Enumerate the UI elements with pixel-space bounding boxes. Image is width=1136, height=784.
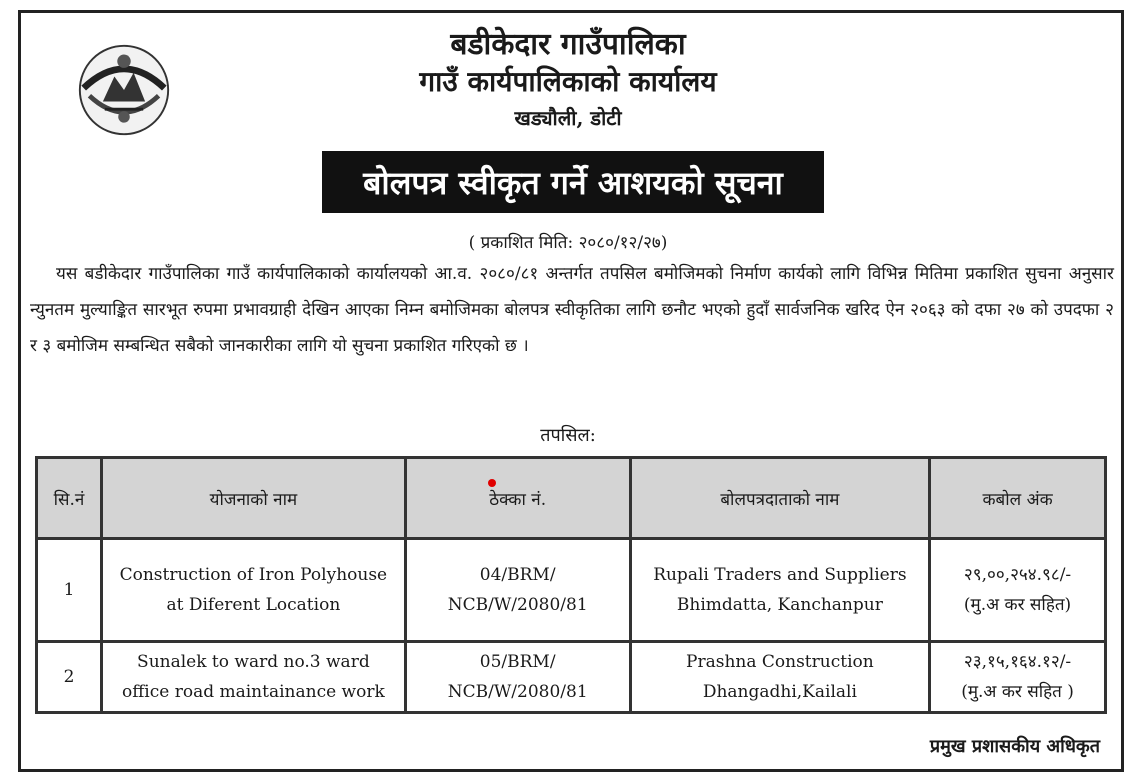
row-project-name <box>102 642 406 713</box>
project-line: office road maintainance work <box>121 682 385 702</box>
row-contract-no <box>405 642 630 713</box>
row-bid-amount <box>930 539 1106 642</box>
table-header-row <box>37 458 1106 539</box>
header-contract-no: ठेक्का नं. <box>405 458 630 539</box>
project-line: Construction of Iron Polyhouse <box>119 565 388 585</box>
amount-note: (मु.अ कर सहित) <box>963 595 1072 615</box>
office-address: खड्यौली, डोटी <box>514 106 622 130</box>
bidder-line: Dhangadhi,Kailali <box>702 682 857 702</box>
schedule-label: तपसिल: <box>540 425 596 446</box>
row-sn: 1 <box>37 539 102 642</box>
header-sn: सि.नं <box>37 458 102 539</box>
table-row <box>37 642 1106 713</box>
row-sn: 2 <box>37 642 102 713</box>
header-bidder-name: बोलपत्रदाताको नाम <box>630 458 929 539</box>
office-title: बडीकेदार गाउँपालिका <box>450 27 686 62</box>
bid-table <box>35 456 1107 714</box>
header-bid-amount: कबोल अंक <box>930 458 1106 539</box>
project-line: at Diferent Location <box>166 595 341 615</box>
cursor-marker-dot <box>488 479 496 487</box>
table-row <box>37 539 1106 642</box>
row-project-name <box>102 539 406 642</box>
signature-title: प्रमुख प्रशासकीय अधिकृत <box>929 736 1100 757</box>
bidder-line: Prashna Construction <box>686 652 874 672</box>
amount-value: २३,१५,१६४.१२/- <box>963 652 1072 672</box>
bidder-line: Bhimdatta, Kanchanpur <box>676 595 883 615</box>
row-contract-no <box>405 539 630 642</box>
office-subtitle: गाउँ कार्यपालिकाको कार्यालय <box>419 65 717 98</box>
contract-line: 05/BRM/ <box>479 652 556 672</box>
row-bidder-name <box>630 539 929 642</box>
contract-line: NCB/W/2080/81 <box>447 682 588 702</box>
amount-value: २९,००,२५४.९८/- <box>963 565 1072 585</box>
publish-date: ( प्रकाशित मिति: २०८०/१२/२७) <box>468 233 668 253</box>
notice-paragraph <box>30 256 1114 364</box>
header-project-name: योजनाको नाम <box>102 458 406 539</box>
bidder-line: Rupali Traders and Suppliers <box>653 565 907 585</box>
notice-paragraph-text: यस बडीकेदार गाउँपालिका गाउँ कार्यपालिकाको कार्यालयको आ.व. २०८०/८१ अन्तर्गत तपसिल बमोजिमको निर्माण कार्यको लागि विभिन्न मितिमा प्रकाशित सुचना अनुसार न्युनतम मुल्याङ्कित सारभूत रुपमा प्रभावग्राही देखिन आएका निम्न बमोजिमका बोलपत्र स्वीकृतिका लागि छनौट भएको हुदाँ सार्वजनिक खरिद ऐन २०६३ को दफा २७ को उपदफा २ र ३ बमोजिम सम्बन्धित सबैको जानकारीका लागि यो सुचना प्रकाशित गरिएको छ । <box>30 264 1114 356</box>
row-bidder-name <box>630 642 929 713</box>
notice-banner: बोलपत्र स्वीकृत गर्ने आशयको सूचना <box>322 151 824 213</box>
project-line: Sunalek to ward no.3 ward <box>137 652 370 672</box>
amount-note: (मु.अ कर सहित ) <box>961 682 1074 702</box>
contract-line: 04/BRM/ <box>479 565 556 585</box>
row-bid-amount <box>930 642 1106 713</box>
contract-line: NCB/W/2080/81 <box>447 595 588 615</box>
